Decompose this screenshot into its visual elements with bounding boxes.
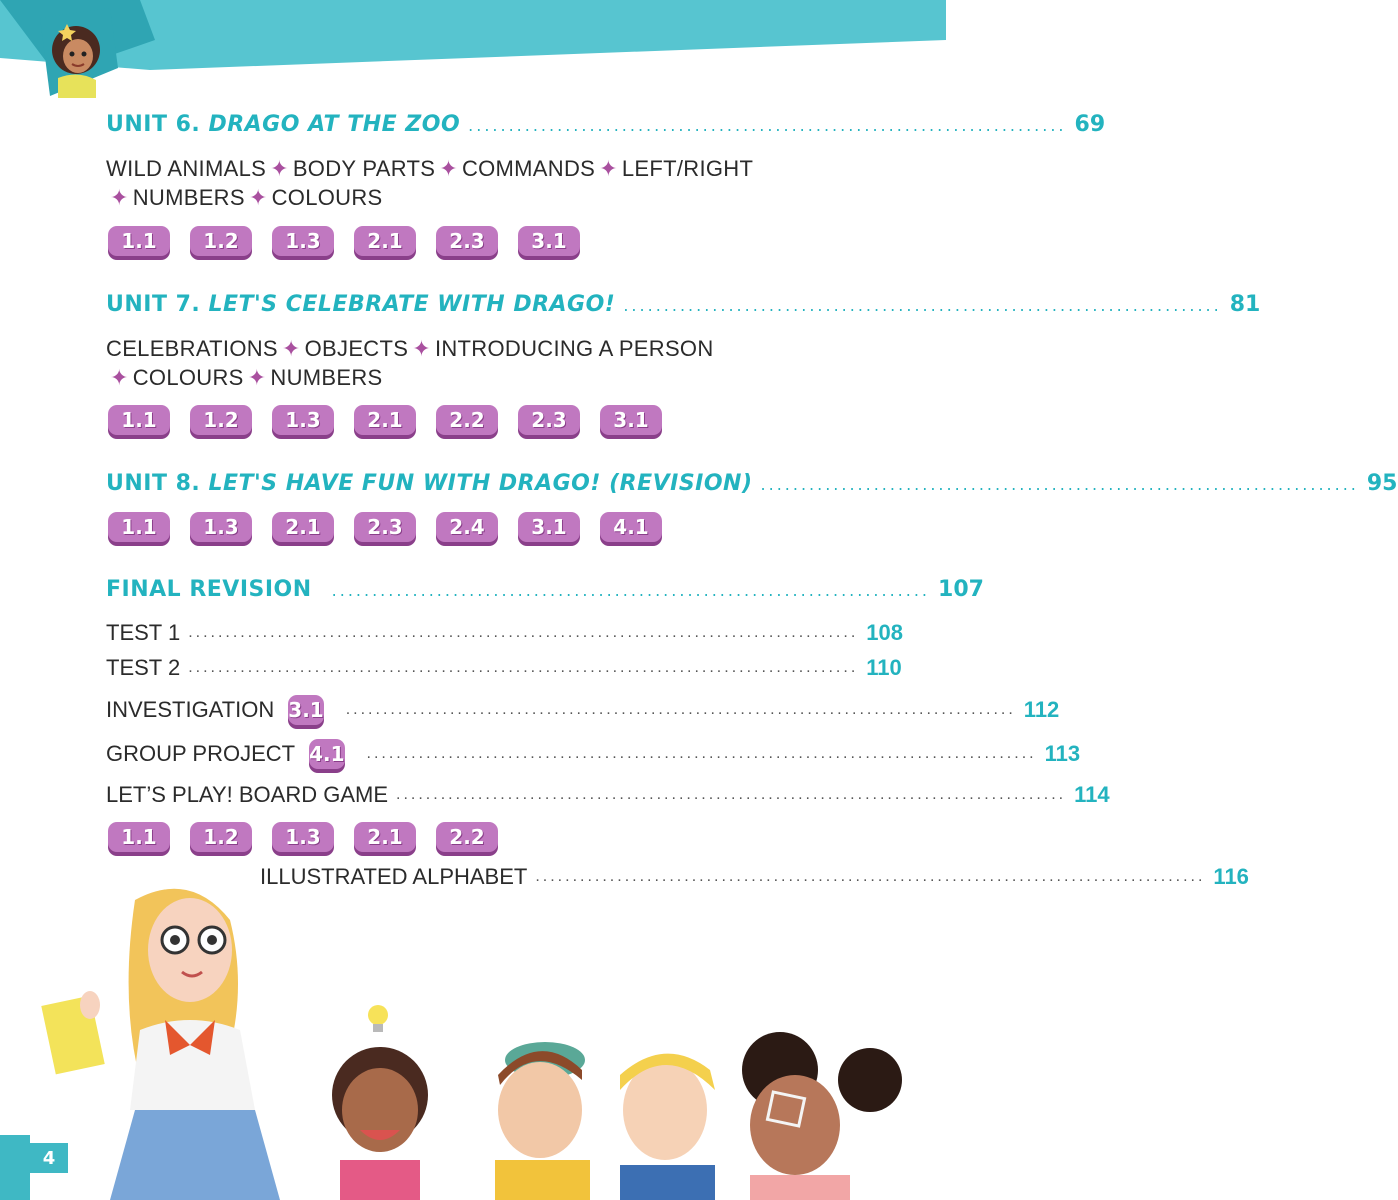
skill-badge[interactable]: 2.4 <box>436 512 498 542</box>
skill-badge[interactable]: 2.2 <box>436 405 498 435</box>
unit-7-heading[interactable] <box>106 292 1261 317</box>
skill-badge[interactable]: 3.1 <box>600 405 662 435</box>
leader-dots: .......................................................................... <box>760 475 1359 494</box>
skill-badge[interactable]: 3.1 <box>518 512 580 542</box>
leader-dots: .......................................................................... <box>468 116 1067 135</box>
skill-badge[interactable]: 1.1 <box>108 226 170 256</box>
unit-7-topics-line-2: ✦ COLOURS ✦ NUMBERS <box>110 365 383 390</box>
unit-6-topics-line-2: ✦ NUMBERS ✦ COLOURS <box>110 185 383 210</box>
four-point-star-icon: ✦ <box>412 336 431 361</box>
four-point-star-icon: ✦ <box>110 365 129 390</box>
unit-6-badges <box>108 226 580 256</box>
toc-entry-investigation[interactable]: INVESTIGATION 3.1 .......................................................................................... 112 <box>106 695 854 725</box>
skill-badge[interactable]: 2.3 <box>518 405 580 435</box>
four-point-star-icon: ✦ <box>599 156 618 181</box>
skill-badge[interactable]: 2.3 <box>354 512 416 542</box>
leader-dots: .......................................................................................... <box>535 868 1206 885</box>
leader-dots: .......................................................................................... <box>366 745 1037 762</box>
unit-8-page: 95 <box>1366 471 1398 496</box>
leader-dots: .......................................................................... <box>623 296 1222 315</box>
lightbulb-icon <box>368 1005 388 1032</box>
leader-dots: .......................................................................................... <box>345 701 1016 718</box>
skill-badge[interactable]: 2.1 <box>354 405 416 435</box>
unit-8-badges <box>108 512 662 542</box>
toc-entry-test-1[interactable]: TEST 1 .......................................................................................... 108 <box>106 620 903 645</box>
page-number: 4 <box>30 1143 68 1173</box>
skill-badge[interactable]: 1.2 <box>190 226 252 256</box>
footer-band <box>0 1135 30 1200</box>
skill-badge[interactable]: 1.2 <box>190 822 252 852</box>
leader-dots: .......................................................................................... <box>188 659 859 676</box>
unit-6-heading[interactable] <box>106 112 1106 137</box>
toc-entry-board-game[interactable]: LET’S PLAY! BOARD GAME .......................................................................................... 114 <box>106 782 1110 807</box>
leader-dots: .......................................................................................... <box>188 624 859 641</box>
unit-8-heading[interactable] <box>106 471 1398 496</box>
four-point-star-icon: ✦ <box>439 156 458 181</box>
leader-dots: .......................................................................... <box>331 581 931 600</box>
four-point-star-icon: ✦ <box>281 336 301 361</box>
skill-badge[interactable]: 3.1 <box>518 226 580 256</box>
final-revision-page: 107 <box>938 577 984 602</box>
skill-badge[interactable]: 4.1 <box>309 739 344 769</box>
toc-entry-test-2[interactable]: TEST 2 .......................................................................................... 110 <box>106 655 902 680</box>
skill-badge[interactable]: 2.1 <box>354 226 416 256</box>
skill-badge[interactable]: 1.1 <box>108 405 170 435</box>
unit-7-topics-line-1: CELEBRATIONS ✦ OBJECTS ✦ INTRODUCING A PERSON <box>106 336 714 361</box>
skill-badge[interactable]: 1.3 <box>272 822 334 852</box>
unit-8-title: UNIT 8. LET'S HAVE FUN WITH DRAGO! (REVISION) <box>106 471 753 496</box>
unit-6-topics-line-1: WILD ANIMALS ✦ BODY PARTS ✦ COMMANDS ✦ LEFT/RIGHT <box>106 156 754 181</box>
board-game-badges <box>108 822 498 852</box>
skill-badge[interactable]: 2.2 <box>436 822 498 852</box>
toc-entry-alphabet[interactable]: ILLUSTRATED ALPHABET .......................................................................................... 116 <box>260 864 1249 889</box>
skill-badge[interactable]: 3.1 <box>288 695 323 725</box>
skill-badge[interactable]: 1.2 <box>190 405 252 435</box>
skill-badge[interactable]: 2.1 <box>354 822 416 852</box>
teacher-illustration <box>40 880 300 1200</box>
unit-7-title: UNIT 7. LET'S CELEBRATE WITH DRAGO! <box>106 292 616 317</box>
skill-badge[interactable]: 2.1 <box>272 512 334 542</box>
skill-badge[interactable]: 1.3 <box>190 512 252 542</box>
four-point-star-icon: ✦ <box>247 365 267 390</box>
skill-badge[interactable]: 1.3 <box>272 405 334 435</box>
unit-6-page: 69 <box>1074 112 1106 137</box>
skill-badge[interactable]: 1.1 <box>108 512 170 542</box>
four-point-star-icon: ✦ <box>248 185 268 210</box>
skill-badge[interactable]: 1.1 <box>108 822 170 852</box>
skill-badge[interactable]: 4.1 <box>600 512 662 542</box>
unit-6-title: UNIT 6. DRAGO AT THE ZOO <box>106 112 461 137</box>
unit-7-badges <box>108 405 662 435</box>
skill-badge[interactable]: 1.3 <box>272 226 334 256</box>
final-revision-heading[interactable] <box>106 577 984 602</box>
four-point-star-icon: ✦ <box>110 185 129 210</box>
skill-badge[interactable]: 2.3 <box>436 226 498 256</box>
toc-entry-group-project[interactable]: GROUP PROJECT 4.1 .......................................................................................... 113 <box>106 739 854 769</box>
children-illustration <box>320 1000 920 1200</box>
four-point-star-icon: ✦ <box>270 156 289 181</box>
leader-dots: .......................................................................................... <box>396 786 1067 803</box>
final-revision-title: FINAL REVISION <box>106 577 312 602</box>
unit-7-page: 81 <box>1229 292 1261 317</box>
